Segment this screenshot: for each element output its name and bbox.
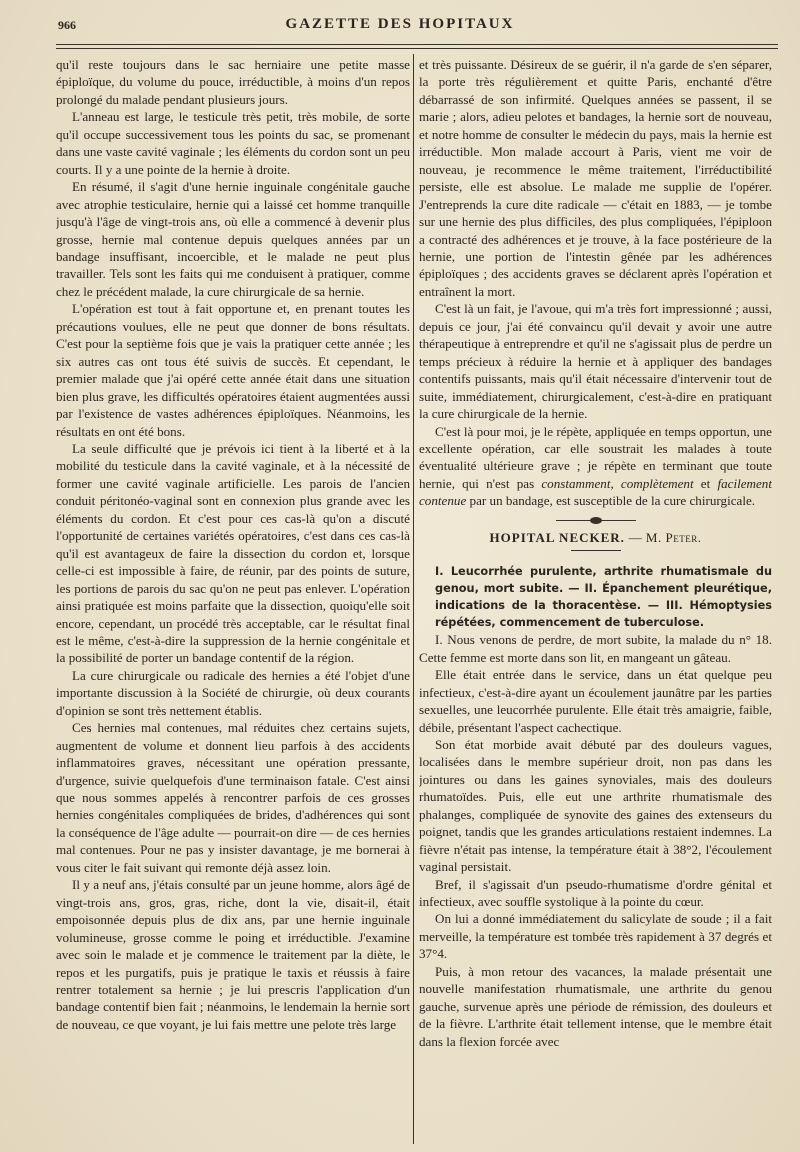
paragraph: Ces hernies mal contenues, mal réduites chez certains sujets, augmentent de volume et donnent lieu parfois à des accidents inflammatoires graves, nécessitant une opération pressante, d'urgence, suivie quelquefois d'une terminaison fatale. C'est ainsi que nous sommes appelés à rencontrer parfois de ces grosses hernies congénitales compliquées de brides, d'adhérences qui sont la conséquence de l'âge adulte — pourrait-on dire — de ces hernies mal contenues. Pour ne pas y insister davantage, je me bornerai à vous citer le fait suivant qui remonte déjà assez loin. — [56, 720, 410, 875]
paragraph: Son état morbide avait débuté par des douleurs vagues, localisées dans le membre supérieur droit, non pas dans les jointures ou dans les gaines synoviales, mais des douleurs rhumatoïdes. Puis, elle eut une arthrite rhumatismale des phalanges, compliquée de synovite des gaines des extenseurs du poignet, tandis que les grandes articulations restaient indemnes. La fièvre n'était pas intense, la température était à 38°2, l'écoulement vaginal persistait. — [419, 736, 772, 875]
paragraph: La seule difficulté que je prévois ici tient à la liberté et à la mobilité du testicule dans la cavité vaginale, et à la nécessité de former une cavité vaginale artificielle. Les parois de l'ancien conduit péritonéo-vaginal sont en connexion plus grande avec les éléments du cordon. Et c'est pour ces cas-là qu'on a discuté l'opportunité de certaines variétés opératoires, c'est dans ces cas-là qu'il est avantageux de faire la dissection du cordon et, lorsque celle-ci est impossible à faire, de réunir, par des points de suture, les portions de parois du sac qu'on ne peut pas enlever. L'opération ainsi pratiquée est moins parfaite que la dissection, quoiqu'elle soit encore, cependant, un procédé très acceptable, car le résultat final est le même, c'est-à-dire la suppression de la hernie congénitale et la possibilité de porter un bandage contentif de la région. — [56, 440, 410, 666]
paragraph: I. Nous venons de perdre, de mort subite, la malade du n° 18. Cette femme est morte dans son lit, en mangeant un gâteau. — [419, 632, 772, 665]
paragraph: Bref, il s'agissait d'un pseudo-rhumatisme d'ordre génital et infectieux, avec souffle systolique à la pointe du cœur. — [419, 876, 772, 910]
left-column — [56, 56, 410, 1136]
section-heading — [419, 529, 772, 546]
paragraph: On lui a donné immédiatement du salicylate de soude ; il a fait merveille, la température est tombée très rapidement à 37 degrés et 37°4. — [419, 911, 772, 962]
author-name: M. Peter. — [645, 529, 702, 545]
paragraph: qu'il reste toujours dans le sac herniaire une petite masse épiploïque, du volume du pouce, irréductible, à moins d'un repos prolongé du malade pendant plusieurs jours. — [56, 57, 410, 107]
journal-title: GAZETTE DES HOPITAUX — [285, 16, 515, 32]
italic-run: constamment, complètement — [541, 475, 694, 491]
lecture-summary: I. Leucorrhée purulente, arthrite rhumatismale du genou, mort subite. — II. Épanchement pleurétique, indications de la thoracentèse. — III. Hémoptysies répétées, commencement de tuberculose. — [435, 565, 772, 630]
column-divider — [413, 54, 414, 1144]
text-run: C'est là pour moi, je le répète, appliquée en temps opportun, une excellente opération, car elle soustrait les malades à toute éventualité ultérieure grave ; je répète en terminant que toute hernie, qui n'est pas — [419, 423, 772, 491]
italic-run: facilement contenue — [419, 475, 772, 509]
heading-rule — [571, 550, 621, 551]
paragraph: et très puissante. Désireux de se guérir, il n'a garde de s'en séparer, la porte très régulièrement et quitte Paris, enchanté d'être débarrassé de son infirmité. Quelques années se passent, il se marie ; alors, adieu pelotes et bandages, la hernie sort de nouveau, et notre homme de consulter le médecin du pays, mais la hernie est irréductible. Mon malade accourt à Paris, vient me voir de nouveau, je recommence le même traitement, l'irréductibilité persiste, elle est absolue. Le malade me supplie de l'opérer. J'entreprends la cure dite radicale — c'était en 1883, — je tombe sur une hernie des plus difficiles, des plus compliquées, l'épiploon a contracté des adhérences et je trouve, à la face postérieure de la hernie, une portion de l'intestin gênée par les adhérences épiploïques ; des accidents graves se déclarent après l'opération et entraînent la mort. — [419, 57, 772, 299]
paragraph: La cure chirurgicale ou radicale des hernies a été l'objet d'une importante discussion à la Société de chirurgie, où deux courants d'opinion se sont très nettement établis. — [56, 667, 410, 718]
paragraph: Elle était entrée dans le service, dans un état quelque peu infectieux, c'est-à-dire ayant un écoulement jaunâtre par les parties sexuelles, une leucorrhée purulente. Elle était très amaigrie, faible, débile, présentant l'aspect cachectique. — [419, 667, 772, 735]
right-column — [419, 56, 772, 1136]
paragraph-conclusion — [419, 423, 772, 510]
header-rule-thin — [56, 48, 778, 49]
text-run: par un bandage, est susceptible de la cure chirurgicale. — [466, 493, 756, 509]
section-ornament — [556, 518, 636, 523]
header-rule — [56, 44, 778, 45]
page-header — [0, 14, 800, 38]
paragraph: Puis, à mon retour des vacances, la malade présentait une nouvelle manifestation rhumatismale, une arthrite du genou gauche, survenue après une période de rémission, des douleurs et de la fièvre. L'arthrite était tellement intense, que le membre était dans la flexion forcée avec — [419, 963, 772, 1049]
paragraph: L'opération est tout à fait opportune et, en prenant toutes les précautions voulues, elle ne peut que donner de bons résultats. C'est pour la septième fois que je vais la pratiquer cette année ; les six autres cas ont tous été suivis de succès. Et cependant, le premier malade que j'ai opéré cette année était dans une situation bien plus grave, les difficultés opératoires étaient augmentées aussi par l'existence de vastes adhérences épiploïques. Néanmoins, les résultats en ont été bons. — [56, 301, 410, 439]
heading-dash: — — [624, 529, 646, 545]
paragraph: L'anneau est large, le testicule très petit, très mobile, de sorte qu'il occupe successivement tous les points du sac, se promenant dans une vaste cavité vaginale ; les éléments du cordon sont un peu courts. Il y a une pointe de la hernie à droite. — [56, 109, 410, 177]
paragraph: En résumé, il s'agit d'une hernie inguinale congénitale gauche avec atrophie testiculaire, hernie qui a laissé cet homme tranquille jusqu'à l'âge de vingt-trois ans, où elle a commencé à devenir plus grosse, hernie mal contenue depuis quelques années par un bandage insuffisant, incoercible, et le malade ne peut plus travailler. Tels sont les faits qui me conduisent à pratiquer, comme chez le précédent malade, la cure chirurgicale de sa hernie. — [56, 179, 410, 299]
paragraph: C'est là un fait, je l'avoue, qui m'a très fort impressionné ; aussi, depuis ce jour, j'ai été convaincu qu'il devait y avoir une autre thérapeutique à entreprendre et qu'il ne s'agissait plus de perdre un temps précieux à réduire la hernie et à appliquer des bandages contentifs puissants, mais qu'il était nécessaire d'intervenir tout de suite, immédiatement, chirurgicalement, c'est-à-dire en pratiquant la cure chirurgicale de la hernie. — [419, 301, 772, 422]
summary-block — [419, 563, 772, 631]
paragraph: Il y a neuf ans, j'étais consulté par un jeune homme, alors âgé de vingt-trois ans, gros, gras, riche, dont la vie, disait-il, était empoisonnée depuis plus de dix ans, par une hernie inguinale volumineuse, grosse comme le poing et irréductible. J'examine avec soin le malade et je commence le traitement par la diète, le repos et les purgatifs, puis je pratique le taxis et réussis à faire rentrer totalement sa hernie ; je lui prescris l'application d'un bandage contentif bien fait ; néanmoins, le lendemain la hernie sort de nouveau, ce que voyant, je lui fais mettre une pelote très large — [56, 877, 410, 1032]
page-number: 966 — [58, 18, 76, 32]
text-run: et — [693, 475, 718, 491]
hospital-name: HOPITAL NECKER. — [489, 529, 625, 545]
